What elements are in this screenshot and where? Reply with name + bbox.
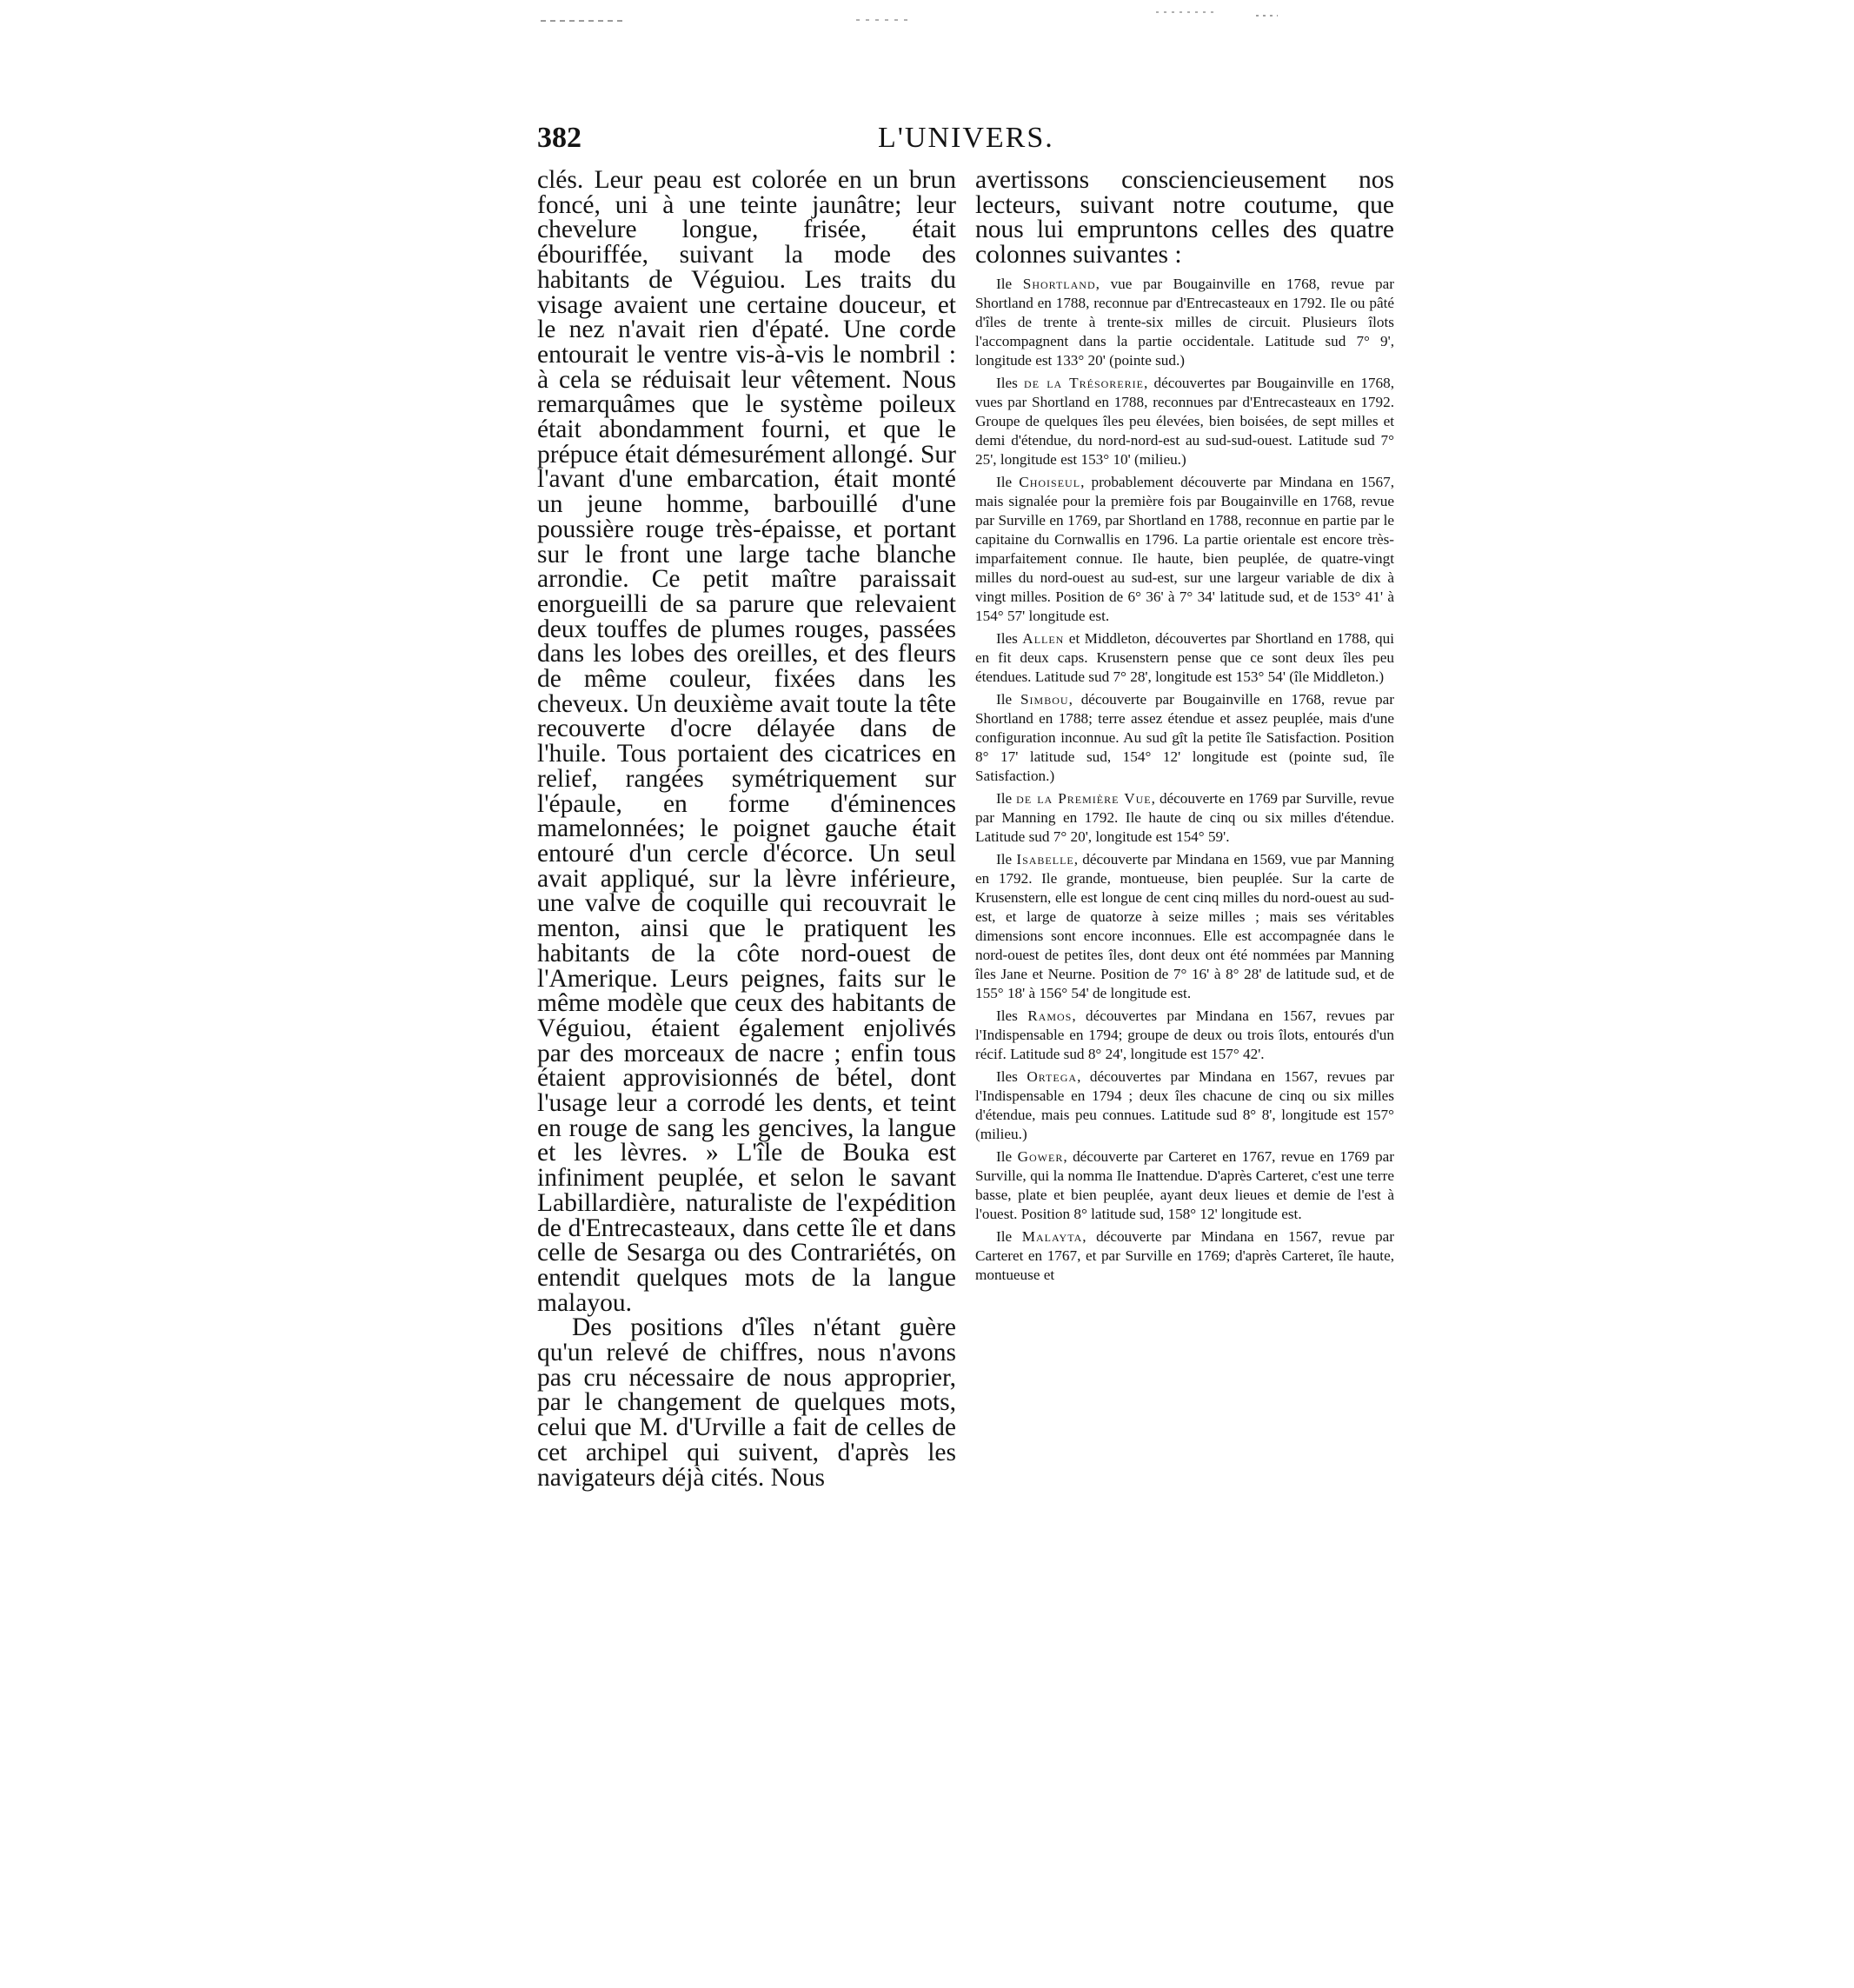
page-number: 382	[537, 122, 581, 154]
paragraph: Des positions d'îles n'étant guère qu'un relevé de chiffres, nous n'avons pas cru nécessaire de nous approprier, par le changement de quelques mots, celui que M. d'Urville a fait de celles de cet archipel qui suivent, d'après les navigateurs déjà cités. Nous	[537, 1313, 956, 1492]
running-title: L'UNIVERS.	[878, 122, 1054, 154]
island-entry	[975, 473, 1394, 626]
island-entry	[975, 1227, 1394, 1285]
island-entry	[975, 275, 1394, 370]
island-entry	[975, 374, 1394, 469]
island-name: Isabelle	[1016, 850, 1074, 868]
island-entry	[975, 850, 1394, 1003]
island-entry-prefix: Iles	[996, 1067, 1027, 1085]
island-name: Ortega	[1027, 1067, 1078, 1085]
island-entry-prefix: Ile	[996, 1147, 1018, 1165]
island-entry-prefix: Ile	[996, 1227, 1022, 1245]
island-description: , découverte par Mindana en 1567, revue par Carteret en 1767, et par Surville en 1769; d'après Carteret, île haute, montueuse et	[975, 1227, 1394, 1283]
island-name: de la Première Vue	[1016, 789, 1152, 807]
island-entry	[975, 1007, 1394, 1064]
island-description: , vue par Bougainville en 1768, revue par Shortland en 1788, reconnue par d'Entrecasteaux en 1792. Ile ou pâté d'îles de trente à trente-six milles de circuit. Plusieurs îlots l'accompagnent dans la partie occidentale. Latitude sud 7° 9', longitude est 133° 20' (pointe sud.)	[975, 275, 1394, 369]
island-description: , découverte en 1769 par Surville, revue par Manning en 1792. Ile haute de cinq ou six milles d'étendue. Latitude sud 7° 20', longitude est 154° 59'.	[975, 789, 1394, 845]
island-entry	[975, 789, 1394, 847]
column-lead-text: avertissons consciencieusement nos lecteurs, suivant notre coutume, que nous lui empruntons celles des quatre colonnes suivantes :	[975, 166, 1394, 269]
paragraph: clés. Leur peau est colorée en un brun foncé, uni à une teinte jaunâtre; leur chevelure longue, frisée, était ébouriffée, suivant la mode des habitants de Véguiou. Les traits du visage avaient une certaine douceur, et le nez n'avait rien d'épaté. Une corde entourait le ventre vis-à-vis le nombril : à cela se réduisait leur vêtement. Nous remarquâmes que le système poileux était abondamment fourni, et que le prépuce était démesurément allongé. Sur l'avant d'une embarcation, était monté un jeune homme, barbouillé d'une poussière rouge très-épaisse, et portant sur le front une large tache blanche arrondie. Ce petit maître paraissait enorgueilli de sa parure que relevaient deux touffes de plumes rouges, passées dans les lobes des oreilles, et des fleurs de même couleur, fixées dans les cheveux. Un deuxième avait toute la tête recouverte d'ocre délayée dans de l'huile. Tous portaient des cicatrices en relief, rangées symétriquement sur l'épaule, en forme d'éminences mamelonnées; le poignet gauche était entouré d'un cercle d'écorce. Un seul avait appliqué, sur la lèvre inférieure, une valve de coquille qui recouvrait le menton, ainsi que le pratiquent les habitants de la côte nord-ouest de l'Amerique. Leurs peignes, faits sur le même modèle que ceux des habitants de Véguiou, étaient également enjolivés par des morceaux de nacre ; enfin tous étaient approvisionnés de bétel, dont l'usage leur a corrodé les dents, et teint en rouge de sang les gencives, la langue et les lèvres. » L'île de Bouka est infiniment peuplée, et selon le savant Labillardière, naturaliste de l'expédition de d'Entrecasteaux, dans cette île et dans celle de Sesarga ou des Contrariétés, on entendit quelques mots de la langue malayou.	[537, 166, 956, 1317]
island-entry	[975, 1147, 1394, 1224]
island-entry-prefix: Iles	[996, 1007, 1028, 1024]
island-name: Ramos	[1027, 1007, 1073, 1024]
island-description: , découvertes par Mindana en 1567, revues par l'Indispensable en 1794 ; deux îles chacune de cinq ou six milles d'étendue, mais peu connues. Latitude sud 8° 8', longitude est 157° (milieu.)	[975, 1067, 1394, 1142]
island-description: , découvertes par Bougainville en 1768, vues par Shortland en 1788, reconnues par d'Entrecasteaux en 1792. Groupe de quelques îles peu élevées, bien boisées, de sept milles et demi d'étendue, du nord-nord-est au sud-sud-ouest. Latitude sud 7° 25', longitude est 153° 10' (milieu.)	[975, 374, 1394, 468]
island-name: Choiseul	[1019, 473, 1081, 490]
island-name: Shortland	[1022, 275, 1096, 292]
island-name: Gower	[1017, 1147, 1064, 1165]
island-entries	[975, 275, 1394, 1285]
island-entry-prefix: Iles	[996, 374, 1025, 391]
island-description: , découverte par Carteret en 1767, revue en 1769 par Surville, qui la nomma Ile Inattendue. D'après Carteret, c'est une terre basse, plate et bien peuplée, ayant deux lieues et demie de l'est à l'ouest. Position 8° latitude sud, 158° 12' longitude est.	[975, 1147, 1394, 1222]
island-entry	[975, 690, 1394, 786]
right-column	[975, 168, 1394, 1288]
island-entry-prefix: Ile	[996, 690, 1020, 708]
island-description: , découverte par Mindana en 1569, vue par Manning en 1792. Ile grande, montueuse, bien peuplée. Sur la carte de Krusenstern, elle est longue de cent cinq milles du nord-ouest au sud-est, et large de quatorze à seize milles ; mais ses véritables dimensions sont encore inconnues. Elle est accompagnée dans le nord-ouest de petites îles, dont deux ont été nommées par Manning îles Jane et Neurne. Position de 7° 16' à 8° 28' de latitude sud, et de 155° 18' à 156° 54' de longitude est.	[975, 850, 1394, 1001]
island-description: , probablement découverte par Mindana en 1567, mais signalée pour la première fois par Bougainville en 1768, revue par Surville en 1769, par Shortland en 1788, reconnue en partie par le capitaine du Cornwallis en 1796. La partie orientale est encore très-imparfaitement connue. Ile haute, bien peuplée, de quatre-vingt milles du nord-ouest au sud-est, sur une largeur variable de dix à vingt milles. Position de 6° 36' à 7° 34' latitude sud, et de 153° 41' à 154° 57' longitude est.	[975, 473, 1394, 624]
island-description: , découverte par Bougainville en 1768, revue par Shortland en 1788; terre assez étendue et assez peuplée, mais d'une configuration inconnue. Au sud gît la petite île Satisfaction. Position 8° 17' latitude sud, 154° 12' longitude est (pointe sud, île Satisfaction.)	[975, 690, 1394, 784]
island-name: Malayta	[1021, 1227, 1083, 1245]
island-description: , découvertes par Mindana en 1567, revues par l'Indispensable en 1794; groupe de deux ou trois îlots, entourés d'un récif. Latitude sud 8° 24', longitude est 157° 42'.	[975, 1007, 1394, 1062]
island-entry-prefix: Ile	[996, 789, 1017, 807]
island-entry-prefix: Ile	[996, 275, 1023, 292]
scan-artifact-top	[0, 7, 1854, 33]
island-entry-prefix: Ile	[996, 473, 1020, 490]
island-description: et Middleton, découvertes par Shortland en 1788, qui en fit deux caps. Krusenstern pense que ce sont deux îles peu étendues. Latitude sud 7° 28', longitude est 153° 54' (île Middleton.)	[975, 629, 1394, 685]
island-entry-prefix: Ile	[996, 850, 1017, 868]
island-entry-prefix: Iles	[996, 629, 1023, 647]
island-entry	[975, 629, 1394, 687]
island-name: Allen	[1022, 629, 1065, 647]
island-name: Simbou	[1020, 690, 1069, 708]
island-entry	[975, 1067, 1394, 1144]
island-name: de la Trésorerie	[1024, 374, 1144, 391]
left-column	[537, 168, 956, 1490]
